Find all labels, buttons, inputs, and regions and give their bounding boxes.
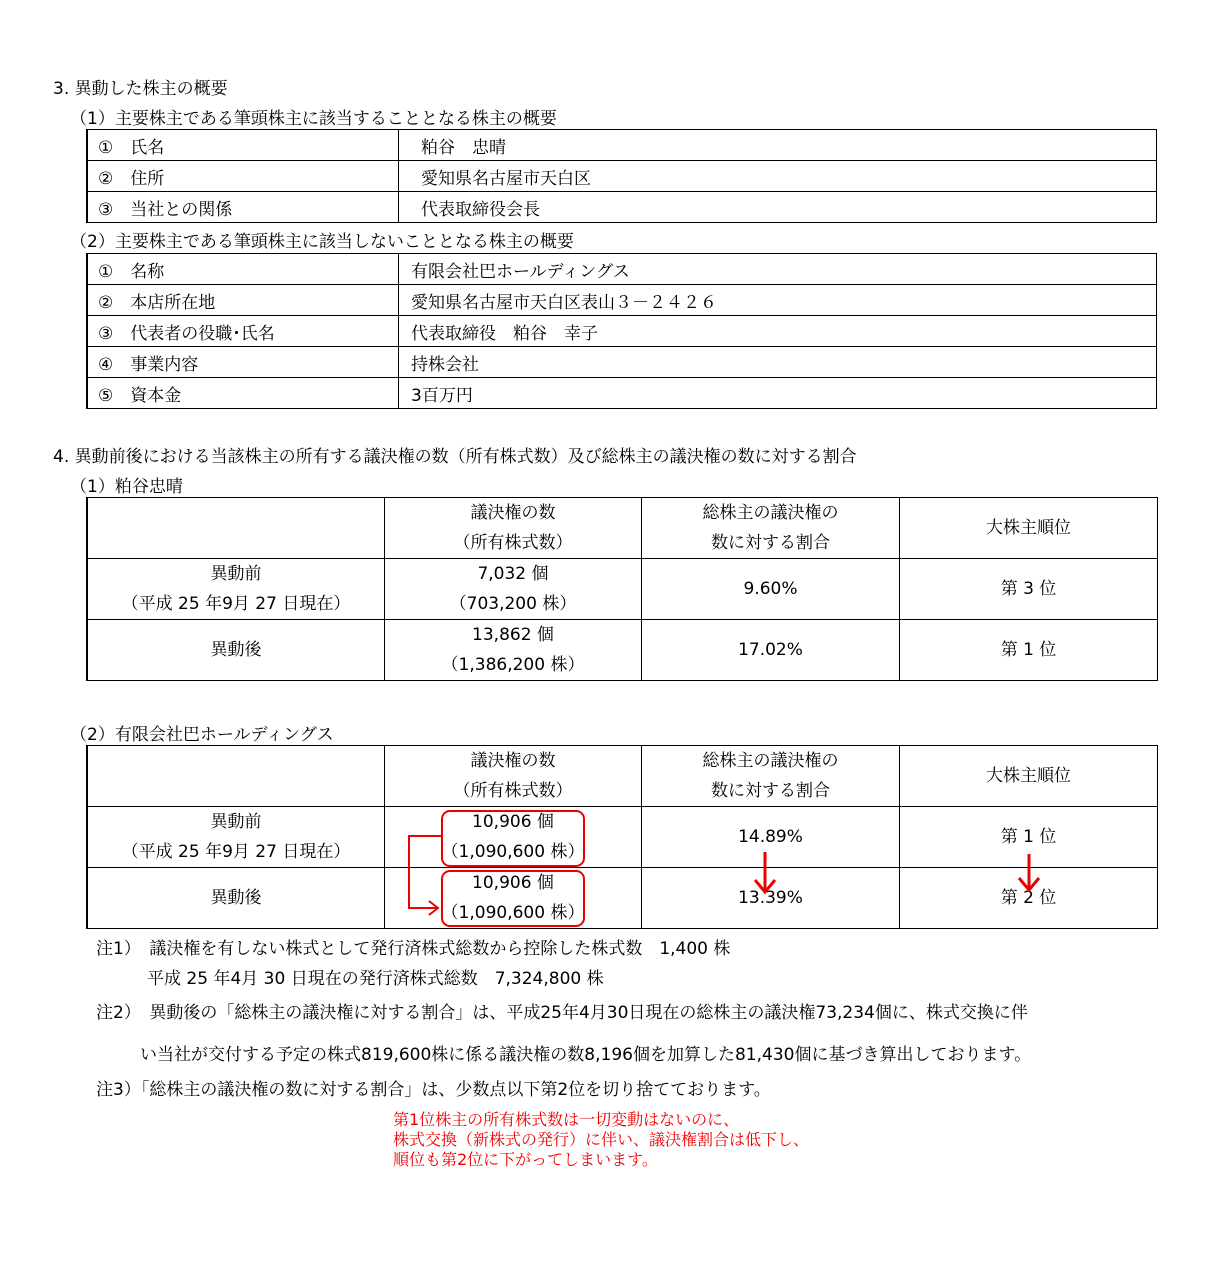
rank-cell: 第 1 位 <box>900 807 1158 868</box>
down-arrow-icon <box>1016 850 1044 896</box>
rank-cell: 第 2 位 <box>900 868 1158 929</box>
bracket-arrow-icon <box>395 820 455 920</box>
section4-title: 4. 異動前後における当該株主の所有する議決権の数（所有株式数）及び総株主の議決権の数に対する割合 <box>53 447 857 467</box>
row-value: 代表取締役 粕谷 幸子 <box>399 316 1157 347</box>
row-label: ② 住所 <box>87 161 399 192</box>
row-label: ② 本店所在地 <box>87 285 399 316</box>
table-row <box>87 316 1157 347</box>
shareholder-new-table <box>86 129 1157 223</box>
row-value: 有限会社巴ホールディングス <box>399 254 1157 285</box>
rank-cell: 第 3 位 <box>900 559 1158 620</box>
row-label: ① 氏名 <box>87 130 399 161</box>
rank-cell: 第 1 位 <box>900 620 1158 681</box>
votes-cell: 13,862 個 （1,386,200 株） <box>385 620 642 681</box>
votes-cell: 10,906 個 （1,090,600 株） <box>385 868 642 929</box>
highlight-box-before <box>441 810 585 867</box>
table-row <box>87 868 1158 929</box>
row-value: 愛知県名古屋市天白区表山３－２４２６ <box>399 285 1157 316</box>
header-votes: 議決権の数 （所有株式数） <box>385 746 642 807</box>
header-ratio: 総株主の議決権の 数に対する割合 <box>642 746 900 807</box>
row-label: 異動後 <box>87 868 385 929</box>
note-2-line-2: い当社が交付する予定の株式819,600株に係る議決権の数8,196個を加算した81,430個に基づき算出しております。 <box>140 1045 1032 1065</box>
votes-cell: 10,906 個 （1,090,600 株） <box>385 807 642 868</box>
row-label: 異動後 <box>87 620 385 681</box>
row-value: 粕谷 忠晴 <box>399 130 1157 161</box>
note-1-line-1: 注1） 議決権を有しない株式として発行済株式総数から控除した株式数 1,400 株 <box>96 939 731 959</box>
section3-sub2-title: （2）主要株主である筆頭株主に該当しないこととなる株主の概要 <box>70 232 574 252</box>
row-label: ③ 代表者の役職･氏名 <box>87 316 399 347</box>
row-value: 持株会社 <box>399 347 1157 378</box>
row-label: ⑤ 資本金 <box>87 378 399 409</box>
row-label: ① 名称 <box>87 254 399 285</box>
ratio-cell: 13.39% <box>642 868 900 929</box>
row-label: 異動前 （平成 25 年9月 27 日現在） <box>87 807 385 868</box>
note-1-line-2: 平成 25 年4月 30 日現在の発行済株式総数 7,324,800 株 <box>147 969 604 989</box>
table-row <box>87 161 1157 192</box>
row-value: 代表取締役会長 <box>399 192 1157 223</box>
section3-title: 3. 異動した株主の概要 <box>53 79 228 99</box>
section3-sub1-title: （1）主要株主である筆頭株主に該当することとなる株主の概要 <box>70 109 557 129</box>
ratio-cell: 17.02% <box>642 620 900 681</box>
highlight-box-after <box>441 870 585 927</box>
table-header-row <box>87 746 1158 807</box>
table-row <box>87 378 1157 409</box>
ratio-cell: 9.60% <box>642 559 900 620</box>
table1-title: （1）粕谷忠晴 <box>70 477 183 497</box>
header-rank: 大株主順位 <box>900 746 1158 807</box>
header-ratio: 総株主の議決権の 数に対する割合 <box>642 498 900 559</box>
row-label: ④ 事業内容 <box>87 347 399 378</box>
table-row <box>87 559 1158 620</box>
note-2-line-1: 注2） 異動後の「総株主の議決権に対する割合」は、平成25年4月30日現在の総株主の議決権73,234個に、株式交換に伴 <box>96 1003 1028 1023</box>
header-rank: 大株主順位 <box>900 498 1158 559</box>
ratio-cell: 14.89% <box>642 807 900 868</box>
row-value: 愛知県名古屋市天白区 <box>399 161 1157 192</box>
table-row <box>87 347 1157 378</box>
table2-title: （2）有限会社巴ホールディングス <box>70 725 334 745</box>
table-row <box>87 130 1157 161</box>
table-row <box>87 254 1157 285</box>
votes-cell: 7,032 個 （703,200 株） <box>385 559 642 620</box>
note-3: 注3）「総株主の議決権の数に対する割合」は、少数点以下第2位を切り捨てております。 <box>96 1080 771 1100</box>
table-row <box>87 192 1157 223</box>
table-row <box>87 285 1157 316</box>
row-label: 異動前 （平成 25 年9月 27 日現在） <box>87 559 385 620</box>
down-arrow-icon <box>752 848 780 898</box>
header-votes: 議決権の数 （所有株式数） <box>385 498 642 559</box>
voting-table-2 <box>86 745 1158 929</box>
table-header-row <box>87 498 1158 559</box>
annotation-text: 第1位株主の所有株式数は一切変動はないのに、 株式交換（新株式の発行）に伴い、議決権割合は低下し、 順位も第2位に下がってしまいます。 <box>393 1110 810 1169</box>
row-value: 3百万円 <box>399 378 1157 409</box>
row-label: ③ 当社との関係 <box>87 192 399 223</box>
table-row <box>87 620 1158 681</box>
voting-table-1 <box>86 497 1158 681</box>
table-row <box>87 807 1158 868</box>
shareholder-old-table <box>86 253 1157 409</box>
